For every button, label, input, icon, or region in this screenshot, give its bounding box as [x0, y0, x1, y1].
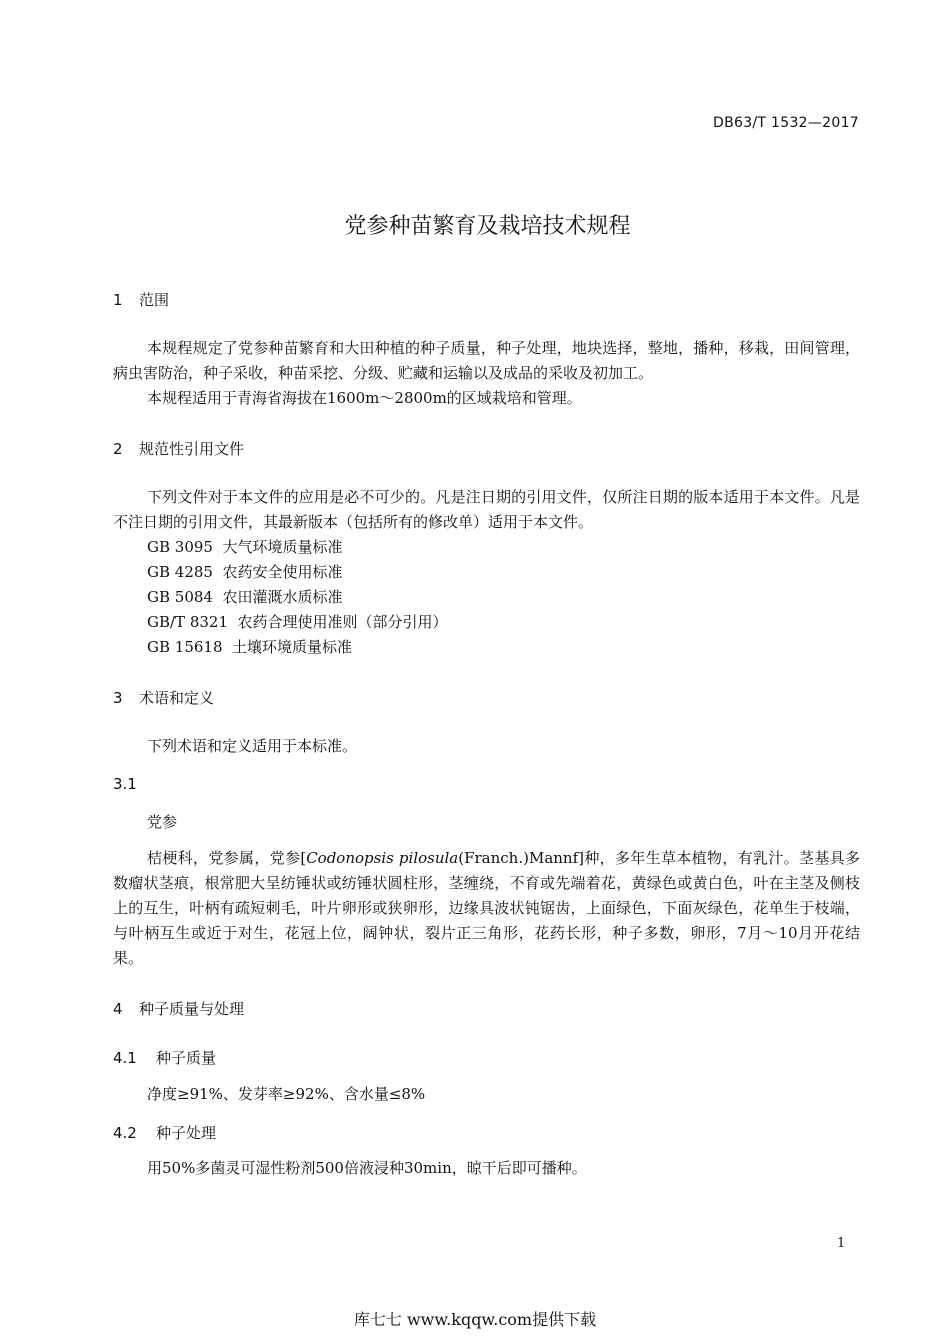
reference-item: GB/T 8321 农药合理使用准则（部分引用） — [147, 613, 448, 631]
page-number: 1 — [837, 1236, 846, 1251]
document-title: 党参种苗繁育及栽培技术规程 — [344, 214, 631, 239]
references-paragraph: 下列文件对于本文件的应用是必不可少的。凡是注日期的引用文件，仅所注日期的版本适用于本文件。凡是不注日期的引用文件，其最新版本（包括所有的修改单）适用于本文件。 — [113, 488, 860, 531]
subsection-number: 4.1 — [113, 1049, 137, 1067]
section-title: 规范性引用文件 — [139, 440, 245, 458]
download-source-footer: 库七七 www.kqqw.com提供下载 — [353, 1310, 597, 1329]
scope-paragraph-2: 本规程适用于青海省海拔在1600m～2800m的区域栽培和管理。 — [147, 389, 582, 407]
reference-item: GB 3095 大气环境质量标准 — [147, 538, 343, 556]
section-number: 3 — [113, 689, 123, 707]
subsection-number: 4.2 — [113, 1124, 137, 1142]
seed-quality-text: 净度≥91%、发芽率≥92%、含水量≤8% — [147, 1085, 426, 1103]
seed-treatment-text: 用50%多菌灵可湿性粉剂500倍液浸种30min，晾干后即可播种。 — [147, 1159, 587, 1177]
section-number: 4 — [113, 1000, 123, 1018]
scope-paragraph-1: 本规程规定了党参种苗繁育和大田种植的种子质量，种子处理，地块选择，整地，播种，移栽，田间管理，病虫害防治，种子采收，种苗采挖、分级、贮藏和运输以及成品的采收及初加工。 — [113, 339, 860, 382]
section-title: 术语和定义 — [139, 689, 215, 707]
subsection-title: 种子处理 — [156, 1124, 217, 1142]
standard-code: DB63/T 1532—2017 — [713, 115, 859, 131]
definition-text-post: (Franch.)Mannf]种，多年生草本植物，有乳汁。茎基具多数瘤状茎痕，根常肥大呈纺锤状或纺锤状圆柱形，茎缠绕，不育或先端着花，黄绿色或黄白色，叶在主茎及侧枝上的互生，叶柄有疏短刺毛，叶片卵形或狭卵形，边缘具波状钝锯齿，上面绿色，下面灰绿色，花单生于枝端，与叶柄互生或近于对生，花冠上位，阔钟状，裂片正三角形，花药长形，种子多数，卵形，7月～10月开花结果。 — [113, 849, 860, 967]
terms-intro-paragraph: 下列术语和定义适用于本标准。 — [147, 737, 358, 755]
section-4-heading — [113, 998, 244, 1019]
reference-item: GB 5084 农田灌溉水质标准 — [147, 588, 343, 606]
reference-item: GB 15618 土壤环境质量标准 — [147, 638, 353, 656]
section-number: 1 — [113, 291, 123, 309]
section-3-heading — [113, 687, 214, 708]
term-number: 3.1 — [113, 775, 137, 793]
subsection-4-2-heading — [113, 1122, 216, 1143]
reference-item: GB 4285 农药安全使用标准 — [147, 563, 343, 581]
term-name: 党参 — [147, 813, 178, 831]
subsection-title: 种子质量 — [156, 1049, 217, 1067]
definition-text-pre: 桔梗科，党参属，党参[ — [147, 849, 307, 867]
section-title: 种子质量与处理 — [139, 1000, 245, 1018]
section-number: 2 — [113, 440, 123, 458]
section-2-heading — [113, 438, 244, 459]
latin-species-name: Codonopsis pilosula — [306, 849, 459, 867]
subsection-4-1-heading — [113, 1047, 216, 1068]
section-1-heading — [113, 289, 169, 310]
term-definition — [113, 846, 860, 971]
section-title: 范围 — [139, 291, 170, 309]
